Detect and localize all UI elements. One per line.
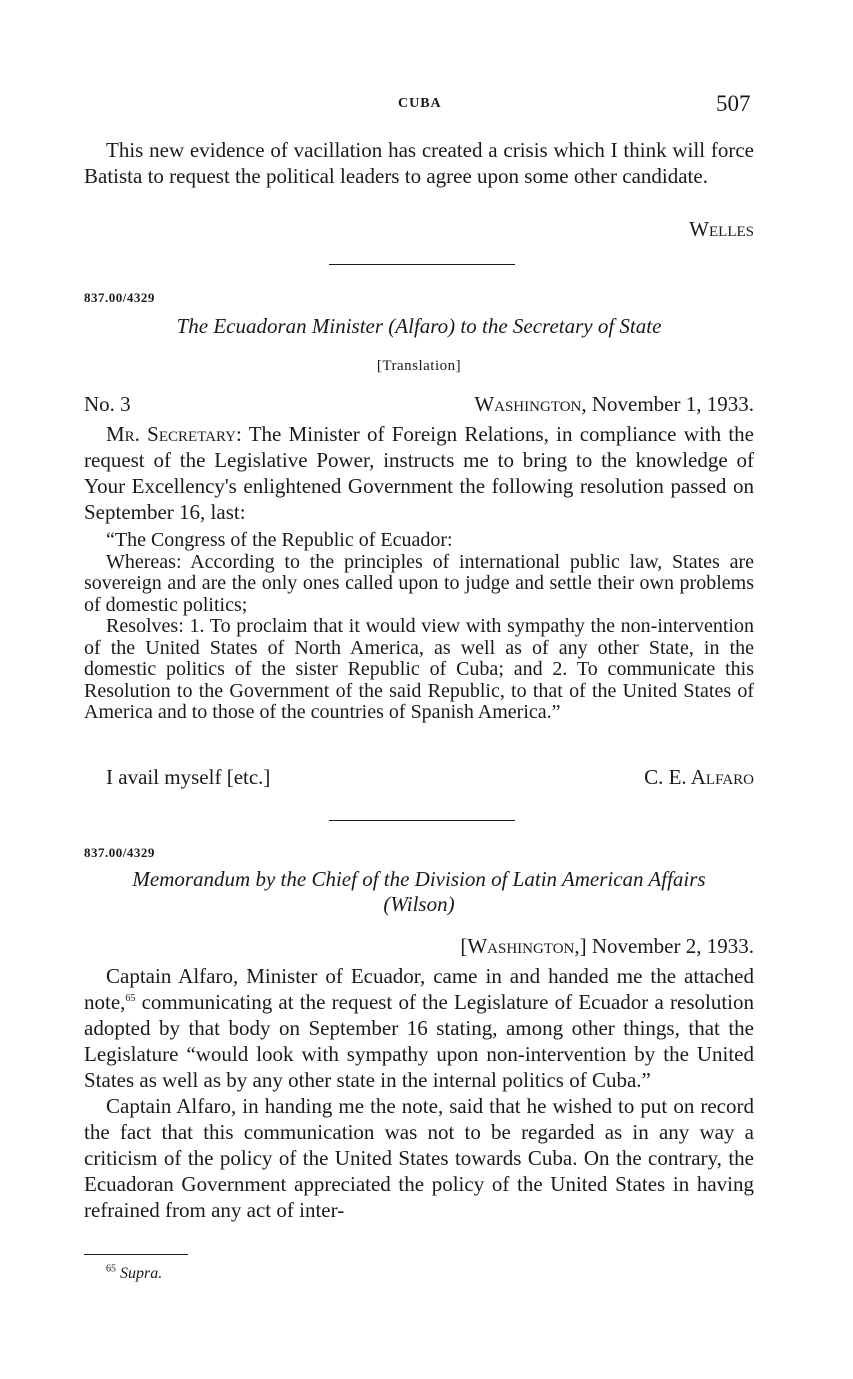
dateline-date: , November 1, 1933.	[581, 392, 754, 416]
memorandum-paragraph	[84, 963, 754, 1093]
memorandum-paragraph-part: communicating at the request of the Legislature of Ecuador a resolution adopted by that body on September 16 stating, among other things, that the Legislature “would look with sympathy upon non-intervention by the United States as well as by any other state in the internal politics of Cuba.”	[84, 990, 754, 1092]
memorandum-body	[84, 963, 754, 1223]
footnote-marker: 65	[106, 1263, 116, 1275]
signature-welles: Welles	[689, 217, 754, 241]
letter-opening	[84, 421, 754, 525]
memorandum-place: [Washington,]	[460, 934, 587, 958]
section-divider	[329, 264, 515, 265]
footnote	[106, 1265, 162, 1283]
dateline	[474, 391, 754, 417]
memorandum-paragraph: Captain Alfaro, in handing me the note, said that he wished to put on record the fact that this communication was not to be regarded as in any way a criticism of the policy of the United States towards Cuba. On the contrary, the Ecuadoran Government appreciated the policy of the United States in having refrained from any act of inter-	[84, 1094, 754, 1222]
page-number: 507	[716, 91, 751, 116]
quote-heading: “The Congress of the Republic of Ecuador:	[106, 529, 453, 551]
section-divider	[329, 820, 515, 821]
footnote-text: Supra.	[120, 1265, 163, 1282]
memorandum-title-line2: (Wilson)	[383, 892, 455, 916]
closing-formula: I avail myself [etc.]	[106, 765, 271, 789]
document-number: No. 3	[84, 392, 131, 416]
memorandum-title-line1: Memorandum by the Chief of the Division of Latin American Affairs	[132, 867, 706, 891]
document-title: The Ecuadoran Minister (Alfaro) to the Secretary of State	[176, 314, 662, 338]
closing-paragraph	[84, 137, 754, 189]
memorandum-dateline	[460, 933, 754, 959]
signature-alfaro: C. E. Alfaro	[644, 765, 754, 789]
opening-text: The Minister of Foreign Relations, in compliance with the request of the Legislative Power, instructs me to bring to the knowledge of Your Excellency's enlightened Government the following resolution passed on September 16, last:	[84, 422, 754, 524]
memorandum-title	[84, 867, 754, 917]
dateline-place: Washington	[474, 392, 582, 416]
salutation: Mr. Secretary:	[106, 422, 242, 446]
file-number: 837.00/4329	[84, 845, 155, 860]
dateline-row	[84, 391, 754, 417]
footnote-reference[interactable]: 65	[125, 993, 136, 1004]
closing-paragraph-text: This new evidence of vacillation has created a crisis which I think will force Batista to request the political leaders to agree upon some other candidate.	[84, 138, 754, 188]
footnote-rule	[84, 1254, 188, 1255]
file-number: 837.00/4329	[84, 290, 155, 305]
memorandum-date: November 2, 1933.	[586, 934, 754, 958]
memorandum-paragraph-part: Captain Alfaro, Minister of Ecuador, came in and handed me the attached note,	[84, 964, 754, 1014]
translation-note: [Translation]	[376, 358, 462, 374]
running-title: CUBA	[398, 96, 442, 111]
quote-whereas: Whereas: According to the principles of international public law, States are sovereign and are the only ones called upon to judge and settle their own problems of domestic politics;	[84, 550, 754, 616]
quoted-resolution	[84, 530, 754, 724]
quote-resolves: Resolves: 1. To proclaim that it would view with sympathy the non-intervention of the United States of North America, as well as of any other State, in the domestic politics of the sister Republic of Cuba; and 2. To communicate this Resolution to the Government of the said Republic, to that of the United States of America and to those of the countries of Spanish America.”	[84, 615, 754, 723]
